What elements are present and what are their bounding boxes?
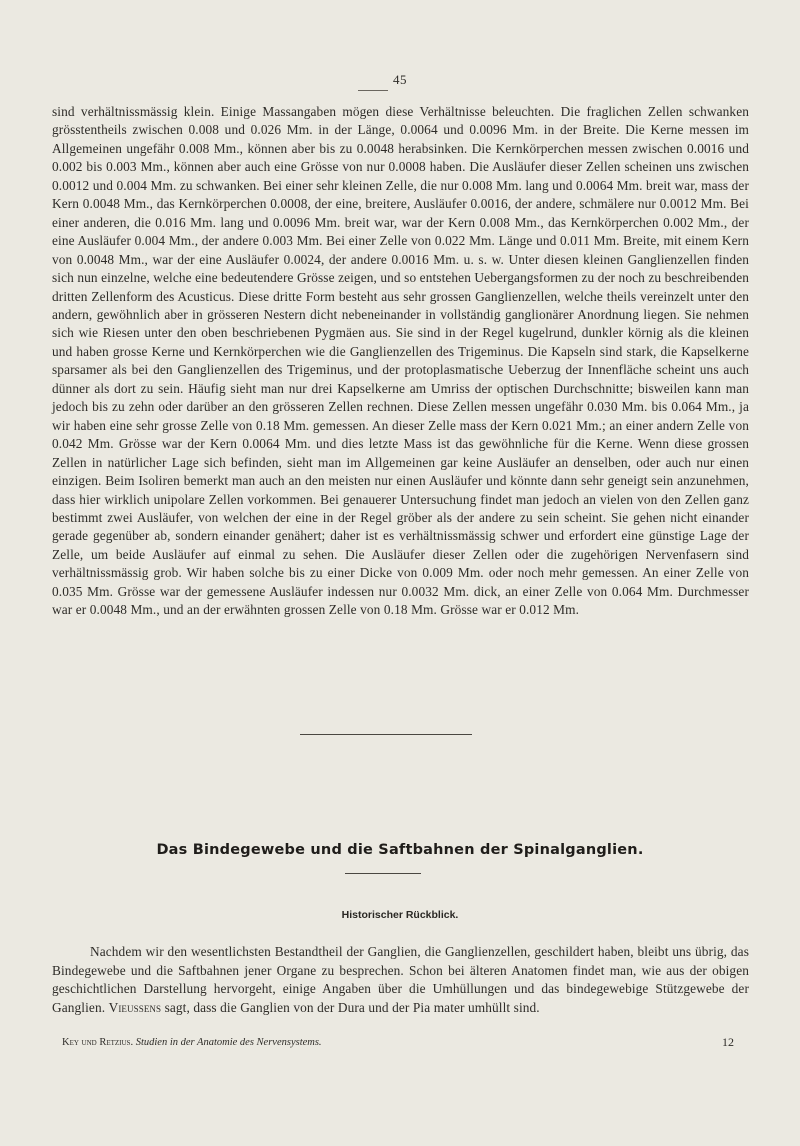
paragraph-historical-review	[52, 943, 749, 1017]
section-title: Das Bindegewebe und die Saftbahnen der Spinalganglien.	[156, 842, 644, 858]
footer-work-title: Studien in der Anatomie des Nervensystems.	[135, 1037, 322, 1048]
paragraph-cell-dimensions: sind verhältnissmässig klein. Einige Massangaben mögen diese Verhältnisse beleuchten. Die fraglichen Zellen schwanken grösstentheils zwischen 0.008 und 0.026 Mm. in der Länge, 0.0064 und 0.0096 Mm. in der Breite. Die Kerne messen im Allgemeinen ungefähr 0.008 Mm., können aber bis zu 0.0048 herabsinken. Die Kernkörperchen messen zwischen 0.0016 und 0.002 bis 0.003 Mm., können aber auch eine Grösse von nur 0.0008 haben. Die Ausläufer dieser Zellen scheinen uns zwischen 0.0012 und 0.004 Mm. zu schwanken. Bei einer sehr kleinen Zelle, die nur 0.008 Mm. lang und 0.0064 Mm. breit war, mass der Kern 0.0048 Mm., das Kernkörperchen 0.0008, der eine, breitere, Ausläufer 0.0016, der andere, schmälere nur 0.0012 Mm. Bei einer anderen, die 0.016 Mm. lang und 0.0096 Mm. breit war, war der Kern 0.008 Mm., das Kernkörperchen 0.002 Mm., der eine Ausläufer 0.004 Mm., der andere 0.003 Mm. Bei einer Zelle von 0.022 Mm. Länge und 0.011 Mm. Breite, mit einem Kern von 0.0048 Mm., war der eine Ausläufer 0.0024, der andere 0.0016 Mm. u. s. w. Unter diesen kleinen Ganglienzellen finden sich nun einzelne, welche eine bedeutendere Grösse zeigen, und so entstehen Uebergangsformen zu der noch zu beschreibenden dritten Zellenform des Acusticus. Diese dritte Form besteht aus sehr grossen Ganglienzellen, welche theils vereinzelt unter den andern, gewöhnlich aber in grösseren Nestern dicht nebeneinander in vollständig ganglionärer Anordnung liegen. Sie nehmen sich wie Riesen unter den oben beschriebenen Pygmäen aus. Sie sind in der Regel kugelrund, dunkler körnig als die kleinen und haben grosse Kerne und Kernkörperchen wie die Ganglienzellen des Trigeminus. Die Kapseln sind stark, die Kapselkerne sparsamer als bei den Ganglienzellen des Trigeminus, und der protoplasmatische Ueberzug der Innenfläche scheint uns auch dünner als dort zu sein. Häufig sieht man nur drei Kapselkerne am Umriss der optischen Durchschnitte; bisweilen kann man jedoch bis zu zehn oder darüber an den grösseren Zellen rechnen. Diese Zellen messen ungefähr 0.030 Mm. bis 0.064 Mm., ja wir haben eine sehr grosse Zelle von 0.18 Mm. gemessen. An dieser Zelle mass der Kern 0.021 Mm.; an einer andern Zelle von 0.042 Mm. Grösse war der Kern 0.0064 Mm. und dies letzte Mass ist das gewöhnliche für die Kerne. Wenn diese grossen Zellen in natürlicher Lage sich befinden, sieht man im Allgemeinen gar keine Ausläufer an denselben, oder auch nur einen einzigen. Beim Isoliren bemerkt man auch an den meisten nur einen Ausläufer und könnte dann sehr geneigt sein anzunehmen, dass hier wirklich unipolare Zellen vorkommen. Bei genauerer Untersuchung findet man jedoch an vielen von den Zellen ganz bestimmt zwei Ausläufer, von welchen der eine in der Regel gröber als der andere zu sein scheint. Sie gehen nicht einander gerade gegenüber ab, sondern einander genähert; daher ist es verhältnissmässig schwer und erfordert eine günstige Lage der Zelle, um beide Ausläufer auf einmal zu sehen. Die Ausläufer dieser Zellen oder die zugehörigen Nervenfasern sind verhältnissmässig grob. Wir haben solche bis zu einer Dicke von 0.009 Mm. oder noch mehr gemessen. An einer Zelle von 0.035 Mm. Grösse war der gemessene Ausläufer indessen nur 0.0032 Mm. dick, an einer Zelle von 0.064 Mm. Durchmesser war er 0.0048 Mm., und an der erwähnten grossen Zelle von 0.18 Mm. Grösse war er 0.012 Mm.	[52, 104, 749, 618]
footer-signature	[62, 1037, 322, 1048]
author-name-vieussens: Vieussens	[108, 999, 162, 1015]
section-divider-rule	[300, 734, 472, 735]
body-text-block-2	[52, 943, 749, 1017]
footer-sheet-number: 12	[722, 1035, 734, 1049]
title-underline-rule	[345, 873, 421, 874]
body-text-block	[52, 103, 749, 620]
page-number-rule	[358, 90, 388, 91]
subsection-title: Historischer Rückblick.	[341, 909, 459, 921]
paragraph-text-part-2: sagt, dass die Ganglien von der Dura und der Pia mater umhüllt sind.	[164, 999, 540, 1015]
page-number: 45	[393, 72, 407, 87]
footer-authors: Key und Retzius.	[62, 1037, 134, 1048]
paragraph-text-part-1: Nachdem wir den wesentlichsten Bestandtheil der Ganglien, die Ganglienzellen, geschildert haben, bleibt uns übrig, das Bindegewebe und die Saftbahnen jener Organe zu besprechen. Schon bei älteren Anatomen findet man, wie aus der obigen geschichtlichen Darstellung hervorgeht, einige Angaben über die Umhüllungen und das bindegewebige Stützgewebe der Ganglien.	[52, 944, 749, 1015]
